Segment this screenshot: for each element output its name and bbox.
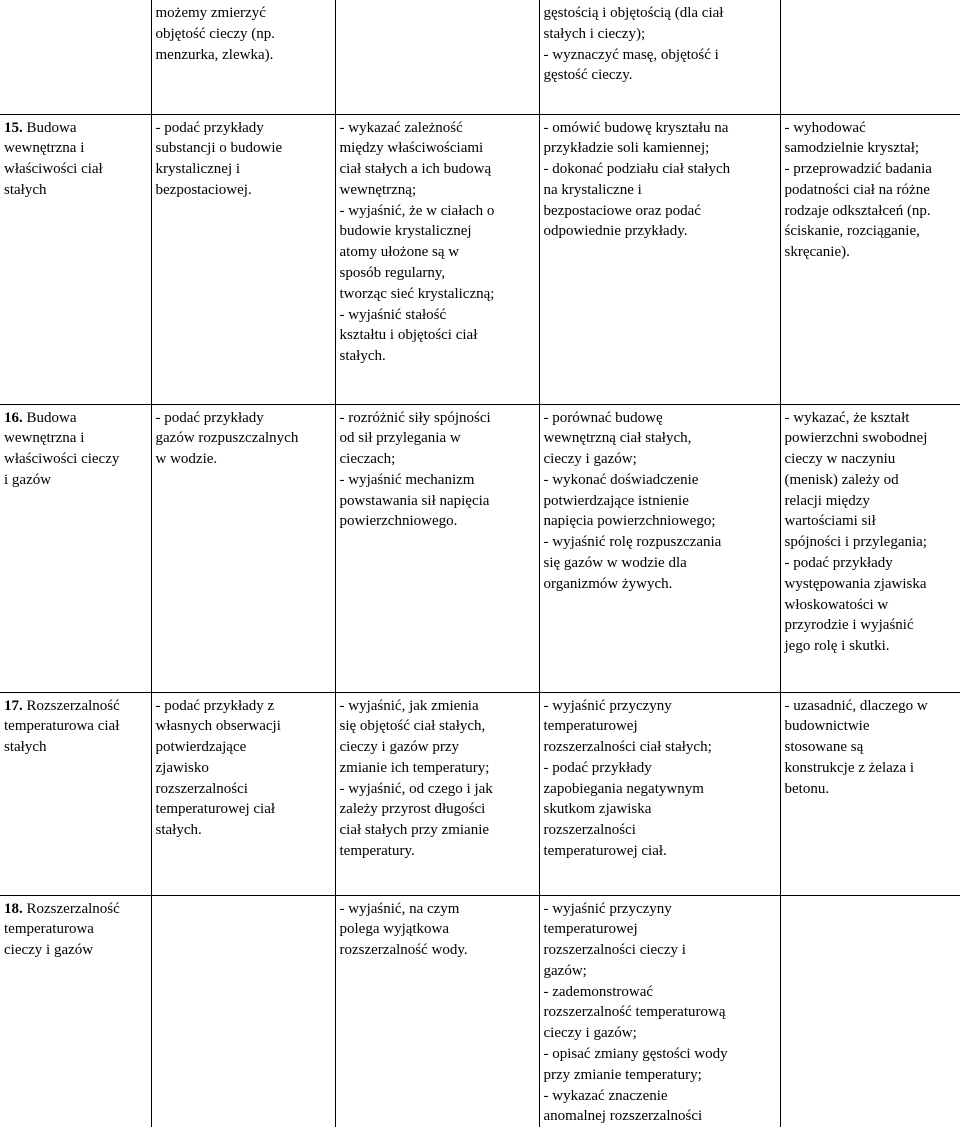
topic-cell: [0, 404, 151, 692]
lesson-topic: Rozszerzalność temperaturowa ciał stałych: [4, 697, 120, 756]
basic-requirements-cell: - podać przykłady z własnych obserwacji potwierdzające zjawisko rozszerzalności temperaturowej ciał stałych.: [151, 692, 335, 895]
advanced-requirements-cell: - wyhodować samodzielnie kryształ; - przeprowadzić badania podatności ciał na różne rodzaje odkształceń (np. ściskanie, rozciąganie, skręcanie).: [780, 114, 960, 404]
lesson-number: 17.: [4, 697, 23, 714]
lesson-number: 18.: [4, 900, 23, 917]
lesson-topic: Rozszerzalność temperaturowa cieczy i gazów: [4, 900, 120, 959]
topic-cell: [0, 692, 151, 895]
lesson-topic: Budowa wewnętrzna i właściwości cieczy i gazów: [4, 409, 120, 488]
basic-requirements-cell: [151, 895, 335, 1127]
complete-requirements-cell: gęstością i objętością (dla ciał stałych i cieczy); - wyznaczyć masę, objętość i gęstość cieczy.: [539, 0, 780, 114]
advanced-requirements-cell: [780, 0, 960, 114]
extended-requirements-cell: [335, 0, 539, 114]
table-row: [0, 114, 960, 404]
basic-requirements-cell: - podać przykłady gazów rozpuszczalnych w wodzie.: [151, 404, 335, 692]
advanced-requirements-cell: [780, 895, 960, 1127]
lesson-number: 15.: [4, 119, 23, 136]
extended-requirements-cell: - wykazać zależność między właściwościami ciał stałych a ich budową wewnętrzną; - wyjaśnić, że w ciałach o budowie krystalicznej atomy ułożone są w sposób regularny, tworząc sieć krystaliczną; - wyjaśnić stałość kształtu i objętości ciał stałych.: [335, 114, 539, 404]
advanced-requirements-cell: - wykazać, że kształt powierzchni swobodnej cieczy w naczyniu (menisk) zależy od relacji między wartościami sił spójności i przylegania; - podać przykłady występowania zjawiska włoskowatości w przyrodzie i wyjaśnić jego rolę i skutki.: [780, 404, 960, 692]
complete-requirements-cell: - wyjaśnić przyczyny temperaturowej rozszerzalności ciał stałych; - podać przykłady zapobiegania negatywnym skutkom zjawiska rozszerzalności temperaturowej ciał.: [539, 692, 780, 895]
lesson-number: 16.: [4, 409, 23, 426]
complete-requirements-cell: - porównać budowę wewnętrzną ciał stałych, cieczy i gazów; - wykonać doświadczenie potwierdzające istnienie napięcia powierzchniowego; - wyjaśnić rolę rozpuszczania się gazów w wodzie dla organizmów żywych.: [539, 404, 780, 692]
complete-requirements-cell: - omówić budowę kryształu na przykładzie soli kamiennej; - dokonać podziału ciał stałych na krystaliczne i bezpostaciowe oraz podać odpowiednie przykłady.: [539, 114, 780, 404]
topic-cell: [0, 895, 151, 1127]
table-row: [0, 692, 960, 895]
advanced-requirements-cell: - uzasadnić, dlaczego w budownictwie stosowane są konstrukcje z żelaza i betonu.: [780, 692, 960, 895]
complete-requirements-cell: - wyjaśnić przyczyny temperaturowej rozszerzalności cieczy i gazów; - zademonstrować rozszerzalność temperaturową cieczy i gazów; - opisać zmiany gęstości wody przy zmianie temperatury; - wykazać znaczenie anomalnej rozszerzalności: [539, 895, 780, 1127]
extended-requirements-cell: - wyjaśnić, jak zmienia się objętość ciał stałych, cieczy i gazów przy zmianie ich temperatury; - wyjaśnić, od czego i jak zależy przyrost długości ciał stałych przy zmianie temperatury.: [335, 692, 539, 895]
extended-requirements-cell: - wyjaśnić, na czym polega wyjątkowa rozszerzalność wody.: [335, 895, 539, 1127]
table-row: [0, 404, 960, 692]
lesson-topic: Budowa wewnętrzna i właściwości ciał stałych: [4, 119, 103, 198]
table-row: [0, 0, 960, 114]
topic-cell: [0, 114, 151, 404]
table-row: [0, 895, 960, 1127]
basic-requirements-cell: możemy zmierzyć objętość cieczy (np. menzurka, zlewka).: [151, 0, 335, 114]
basic-requirements-cell: - podać przykłady substancji o budowie krystalicznej i bezpostaciowej.: [151, 114, 335, 404]
topic-cell: [0, 0, 151, 114]
extended-requirements-cell: - rozróżnić siły spójności od sił przylegania w cieczach; - wyjaśnić mechanizm powstawania sił napięcia powierzchniowego.: [335, 404, 539, 692]
